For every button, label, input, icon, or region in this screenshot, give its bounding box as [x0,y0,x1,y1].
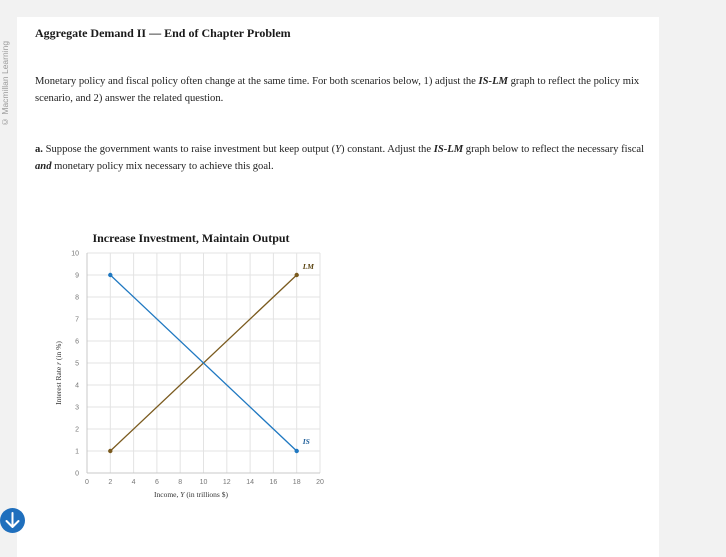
x-tick-label: 4 [131,479,136,486]
x-tick-label: 16 [269,479,278,486]
copyright-watermark: © Macmillan Learning [0,40,10,127]
intro-islm: IS-LM [478,76,508,87]
islm-chart[interactable] [50,228,340,508]
y-tick-label: 9 [75,272,79,280]
y-tick-label: 1 [75,448,79,456]
page-title: Aggregate Demand II — End of Chapter Problem [35,26,291,40]
y-tick-label: 2 [75,426,79,434]
question-text-2: ) constant. Adjust the [341,144,434,155]
x-tick-label: 0 [85,479,89,486]
question-text-4: monetary policy mix necessary to achieve this goal. [51,161,274,172]
intro-text-1: Monetary policy and fiscal policy often change at the same time. For both scenarios below, 1) adjust the [35,76,479,87]
x-tick-label: 6 [154,479,159,486]
y-tick-label: 7 [75,316,79,324]
y-tick-label: 6 [75,338,79,346]
y-tick-label: 5 [75,360,79,368]
x-tick-label: 8 [178,479,183,486]
x-tick-label: 20 [316,479,324,486]
y-tick-label: 8 [75,294,79,302]
x-axis-label: Income, Y (in trillions $) [154,490,228,499]
chart-series[interactable] [108,262,314,453]
y-tick-label: 0 [75,470,79,478]
lm-label: LM [302,262,314,271]
question-label: a. [35,144,43,155]
y-tick-label: 10 [71,250,79,258]
lm-handle-1[interactable] [108,449,112,453]
is-label: IS [302,437,310,446]
question-a-paragraph [35,141,647,175]
question-y: Y [335,144,342,155]
question-text-3: graph below to reflect the necessary fiscal [463,144,645,155]
is-handle-2[interactable] [295,449,299,453]
scroll-down-button[interactable] [0,508,25,533]
arrow-down-icon [0,508,25,533]
intro-text-2: graph to reflect the policy mix scenario, and 2) answer the related question. [35,76,640,104]
y-tick-label: 4 [75,382,79,390]
chart-title: Increase Investment, Maintain Output [92,231,290,245]
x-tick-label: 18 [292,479,301,486]
x-tick-label: 14 [246,479,254,486]
lm-handle-2[interactable] [295,273,299,277]
question-islm: IS-LM [433,144,464,155]
question-text-1: Suppose the government wants to raise investment but keep output ( [42,144,336,155]
y-tick-label: 3 [75,404,79,412]
question-and: and [35,161,52,172]
is-handle-1[interactable] [108,273,112,277]
intro-paragraph [35,73,647,107]
y-axis-label: Interest Rate r (in %) [54,341,63,405]
x-tick-label: 12 [222,479,231,486]
x-tick-label: 10 [199,479,208,486]
x-tick-label: 2 [108,479,113,486]
